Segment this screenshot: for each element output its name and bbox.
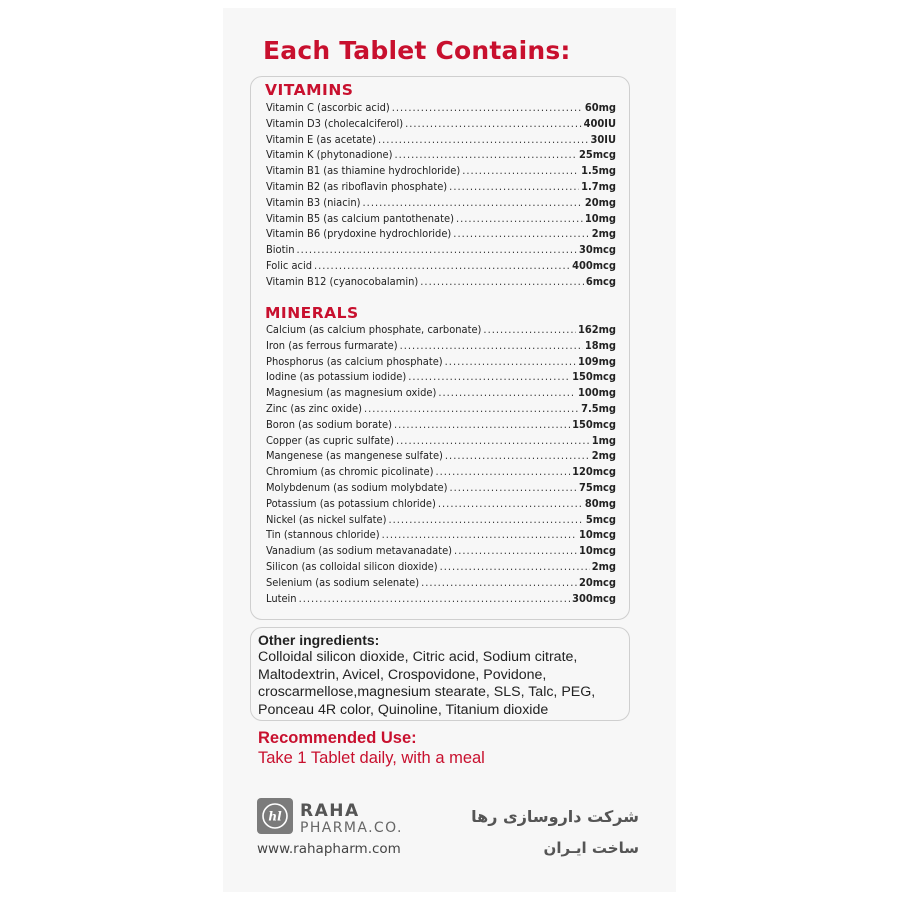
nutrient-name: Vitamin B12 (cyanocobalamin) [266, 274, 419, 288]
nutrient-amount: 300mcg [572, 591, 616, 605]
nutrient-amount: 1.5mg [581, 164, 616, 178]
nutrient-amount: 20mg [584, 195, 616, 209]
mineral-row [266, 402, 616, 418]
nutrient-name: Magnesium (as magnesium oxide) [266, 386, 437, 400]
nutrient-name: Vitamin D3 (cholecalciferol) [266, 116, 404, 130]
dot-leader [445, 355, 576, 368]
brand-subtitle: PHARMA.CO. [300, 820, 403, 836]
nutrient-amount: 120mcg [572, 465, 616, 479]
mineral-row [266, 418, 616, 434]
mineral-row [266, 497, 616, 513]
dot-leader [299, 592, 570, 605]
vitamin-row [266, 212, 616, 228]
nutrient-amount: 150mcg [572, 417, 616, 431]
vitamin-row [266, 275, 616, 291]
dot-leader [364, 402, 579, 415]
nutrient-amount: 1mg [591, 433, 616, 447]
dot-leader [363, 196, 583, 209]
dot-leader [400, 339, 583, 352]
other-ingredients-line: Ponceau 4R color, Quinoline, Titanium dioxide [258, 701, 549, 718]
dot-leader [396, 434, 590, 447]
dot-leader [421, 576, 577, 589]
other-ingredients-line: croscarmellose,magnesium stearate, SLS, Talc, PEG, [258, 684, 596, 700]
brand-website: www.rahapharm.com [257, 841, 401, 857]
brand-name: RAHA [300, 801, 360, 821]
dot-leader [483, 323, 576, 336]
minerals-list [266, 323, 616, 607]
nutrient-name: Vitamin B1 (as thiamine hydrochloride) [266, 164, 461, 178]
vitamin-row [266, 196, 616, 212]
vitamin-row [266, 180, 616, 196]
nutrient-name: Folic acid [266, 258, 312, 272]
dot-leader [440, 560, 590, 573]
mineral-row [266, 528, 616, 544]
nutrient-amount: 100mg [577, 386, 616, 400]
other-ingredients-line: Maltodextrin, Avicel, Crospovidone, Povidone, [258, 666, 547, 683]
mineral-row [266, 355, 616, 371]
nutrient-name: Vitamin K (phytonadione) [266, 148, 393, 162]
nutrient-name: Vanadium (as sodium metavanadate) [266, 544, 453, 558]
nutrient-name: Vitamin B3 (niacin) [266, 195, 361, 209]
nutrient-name: Zinc (as zinc oxide) [266, 401, 362, 415]
nutrient-name: Mangenese (as mangenese sulfate) [266, 449, 443, 463]
nutrient-amount: 30mcg [578, 243, 616, 257]
nutrient-amount: 162mg [577, 323, 616, 336]
nutrient-amount: 150mcg [572, 370, 616, 384]
nutrient-name: Calcium (as calcium phosphate, carbonate) [266, 323, 482, 336]
dot-leader [420, 275, 584, 288]
nutrient-name: Vitamin B2 (as riboflavin phosphate) [266, 179, 448, 193]
nutrient-amount: 25mcg [578, 148, 616, 162]
logo-mark: hl [268, 809, 282, 824]
other-ingredients-line: Colloidal silicon dioxide, Citric acid, Sodium citrate, [258, 649, 578, 665]
nutrient-name: Phosphorus (as calcium phosphate) [266, 354, 443, 368]
dot-leader [449, 481, 576, 494]
nutrient-name: Vitamin E (as acetate) [266, 132, 377, 146]
vitamin-row [266, 117, 616, 133]
nutrient-amount: 400IU [583, 116, 616, 130]
mineral-row [266, 339, 616, 355]
nutrient-amount: 2mg [591, 227, 616, 241]
nutrient-amount: 2mg [591, 449, 616, 463]
vitamin-row [266, 133, 616, 149]
nutrient-name: Silicon (as colloidal silicon dioxide) [266, 559, 438, 573]
nutrient-amount: 10mg [584, 211, 616, 225]
recommended-use-title: Recommended Use: [258, 729, 417, 747]
nutrient-name: Vitamin B6 (prydoxine hydrochloride) [266, 227, 452, 241]
raha-logo-icon [257, 798, 293, 834]
mineral-row [266, 370, 616, 386]
nutrient-amount: 60mg [584, 101, 616, 114]
nutrient-name: Boron (as sodium borate) [266, 417, 392, 431]
nutrient-name: Tin (stannous chloride) [266, 528, 380, 542]
vitamin-row [266, 227, 616, 243]
made-in-iran-persian: ساخت ایـران [543, 839, 639, 857]
mineral-row [266, 544, 616, 560]
nutrient-name: Vitamin C (ascorbic acid) [266, 101, 390, 114]
nutrient-name: Selenium (as sodium selenate) [266, 575, 420, 589]
recommended-use-text: Take 1 Tablet daily, with a meal [258, 749, 485, 767]
mineral-row [266, 592, 616, 608]
nutrient-amount: 400mcg [572, 258, 616, 272]
dot-leader [445, 449, 590, 462]
nutrient-name: Copper (as cupric sulfate) [266, 433, 395, 447]
dot-leader [388, 513, 583, 526]
nutrient-amount: 10mcg [578, 544, 616, 558]
nutrient-name: Iron (as ferrous furmarate) [266, 338, 398, 352]
nutrient-name: Lutein [266, 591, 297, 605]
dot-leader [395, 148, 577, 161]
mineral-row [266, 513, 616, 529]
company-name-persian: شرکت داروسازی رها [471, 807, 639, 826]
nutrient-amount: 109mg [577, 354, 616, 368]
nutrient-name: Biotin [266, 243, 295, 257]
minerals-heading: MINERALS [265, 304, 359, 322]
vitamin-row [266, 148, 616, 164]
nutrient-amount: 10mcg [578, 528, 616, 542]
dot-leader [454, 544, 577, 557]
vitamin-row [266, 243, 616, 259]
dot-leader [394, 418, 570, 431]
mineral-row [266, 449, 616, 465]
mineral-row [266, 576, 616, 592]
nutrient-amount: 7.5mg [581, 401, 616, 415]
dot-leader [453, 227, 589, 240]
nutrient-name: Vitamin B5 (as calcium pantothenate) [266, 211, 454, 225]
other-ingredients-text [258, 649, 630, 719]
dot-leader [449, 180, 579, 193]
dot-leader [456, 212, 583, 225]
vitamins-list [266, 101, 616, 291]
mineral-row [266, 323, 616, 339]
nutrient-name: Molybdenum (as sodium molybdate) [266, 480, 448, 494]
nutrient-name: Chromium (as chromic picolinate) [266, 465, 434, 479]
mineral-row [266, 560, 616, 576]
dot-leader [408, 370, 570, 383]
nutrient-name: Nickel (as nickel sulfate) [266, 512, 387, 526]
nutrient-amount: 1.7mg [581, 179, 616, 193]
nutrient-name: Potassium (as potassium chloride) [266, 496, 436, 510]
nutrient-name: Iodine (as potassium iodide) [266, 370, 407, 384]
nutrient-amount: 2mg [591, 559, 616, 573]
dot-leader [438, 497, 583, 510]
dot-leader [436, 465, 571, 478]
dot-leader [405, 117, 582, 130]
dot-leader [392, 101, 583, 114]
dot-leader [438, 386, 576, 399]
mineral-row [266, 434, 616, 450]
nutrient-amount: 80mg [584, 496, 616, 510]
nutrient-amount: 5mcg [585, 512, 616, 526]
nutrient-amount: 75mcg [578, 480, 616, 494]
mineral-row [266, 386, 616, 402]
vitamin-row [266, 164, 616, 180]
dot-leader [314, 259, 570, 272]
dot-leader [378, 133, 588, 146]
page-title: Each Tablet Contains: [263, 36, 571, 65]
dot-leader [382, 528, 577, 541]
mineral-row [266, 465, 616, 481]
vitamin-row [266, 259, 616, 275]
nutrient-amount: 18mg [584, 338, 616, 352]
nutrient-amount: 6mcg [585, 274, 616, 288]
vitamins-heading: VITAMINS [265, 81, 354, 99]
mineral-row [266, 481, 616, 497]
nutrient-amount: 30IU [590, 132, 616, 146]
dot-leader [462, 164, 579, 177]
nutrient-amount: 20mcg [578, 575, 616, 589]
vitamin-row [266, 101, 616, 117]
dot-leader [297, 243, 577, 256]
other-ingredients-title: Other ingredients: [258, 632, 380, 648]
